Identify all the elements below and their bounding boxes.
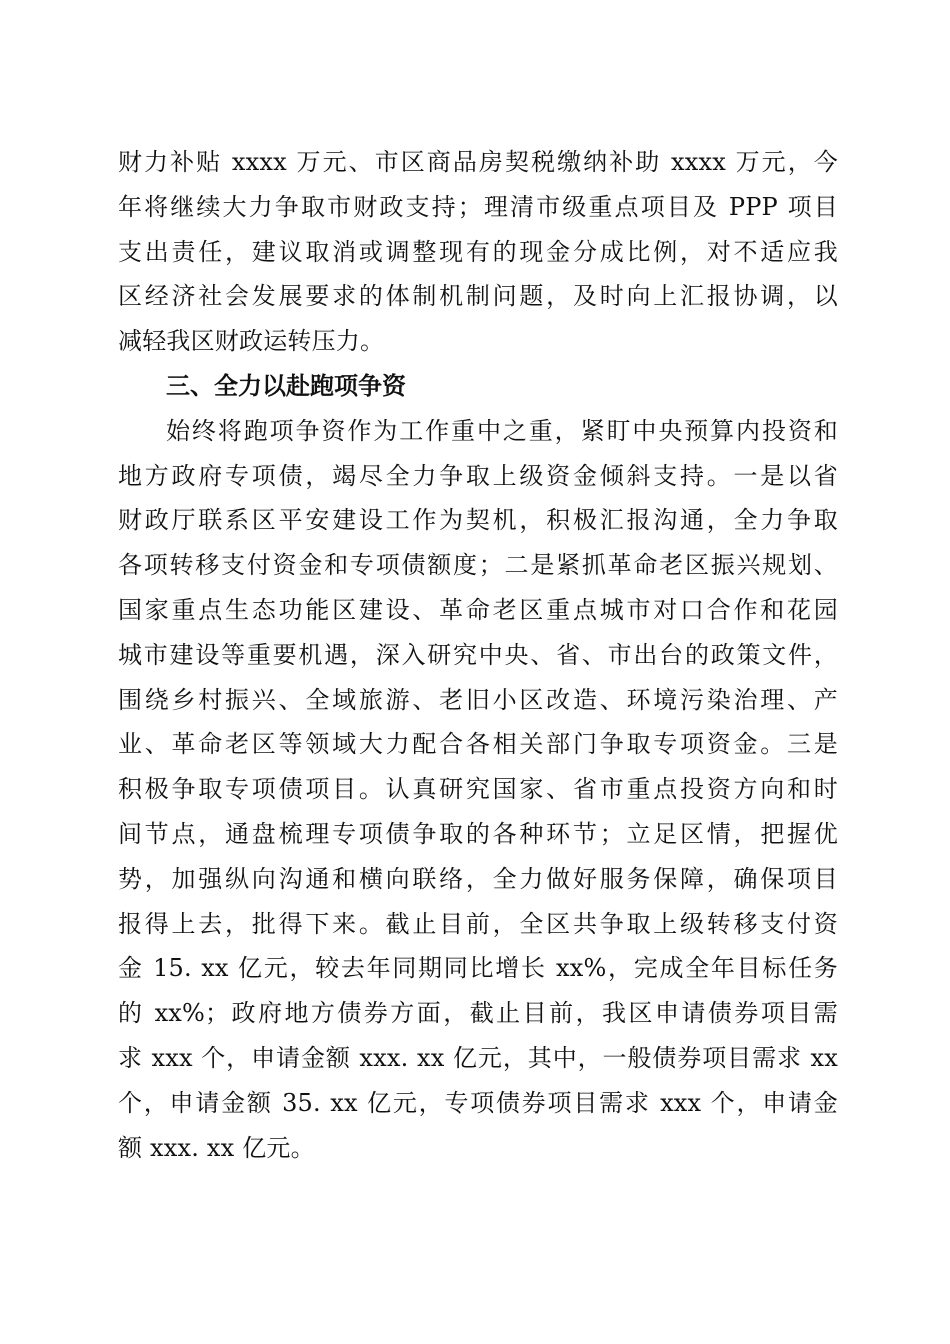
text-line: 求 xxx 个，申请金额 xxx. xx 亿元，其中，一般债券项目需求 xx [118,1043,838,1072]
paragraph-financial-support [118,140,838,364]
text-line: 势，加强纵向沟通和横向联络，全力做好服务保障，确保项目 [118,864,838,893]
text-line: 围绕乡村振兴、全域旅游、老旧小区改造、环境污染治理、产 [118,685,838,714]
text-line: 城市建设等重要机遇，深入研究中央、省、市出台的政策文件， [118,640,838,669]
text-line: 区经济社会发展要求的体制机制问题，及时向上汇报协调，以 [118,282,838,311]
document-body [118,140,838,1170]
text-line: 地方政府专项债，竭尽全力争取上级资金倾斜支持。一是以省 [118,461,838,490]
text-line: 支出责任，建议取消或调整现有的现金分成比例，对不适应我 [118,237,838,266]
text-line: 各项转移支付资金和专项债额度；二是紧抓革命老区振兴规划、 [118,551,838,580]
text-line: 间节点，通盘梳理专项债争取的各种环节；立足区情，把握优 [118,819,838,848]
text-line: 的 xx%；政府地方债券方面，截止目前，我区申请债券项目需 [118,999,838,1028]
text-line: 积极争取专项债项目。认真研究国家、省市重点投资方向和时 [118,775,838,804]
text-line: 报得上去，批得下来。截止目前，全区共争取上级转移支付资 [118,909,838,938]
text-line: 额 xxx. xx 亿元。 [118,1133,315,1162]
paragraph-project-funding [118,409,838,1171]
text-line: 财力补贴 xxxx 万元、市区商品房契税缴纳补助 xxxx 万元，今 [118,148,838,176]
text-line: 减轻我区财政运转压力。 [118,327,385,356]
text-line: 金 15. xx 亿元，较去年同期同比增长 xx%，完成全年目标任务 [118,954,838,983]
text-line: 始终将跑项争资作为工作重中之重，紧盯中央预算内投资和 [166,416,838,445]
text-line: 国家重点生态功能区建设、革命老区重点城市对口合作和花园 [118,595,838,624]
text-line: 业、革命老区等领域大力配合各相关部门争取专项资金。三是 [118,730,838,759]
text-line: 财政厅联系区平安建设工作为契机，积极汇报沟通，全力争取 [118,506,838,535]
text-line: 年将继续大力争取市财政支持；理清市级重点项目及 PPP 项目 [118,192,838,221]
text-line: 个，申请金额 35. xx 亿元，专项债券项目需求 xxx 个，申请金 [118,1088,838,1117]
section-heading: 三、全力以赴跑项争资 [166,371,406,400]
